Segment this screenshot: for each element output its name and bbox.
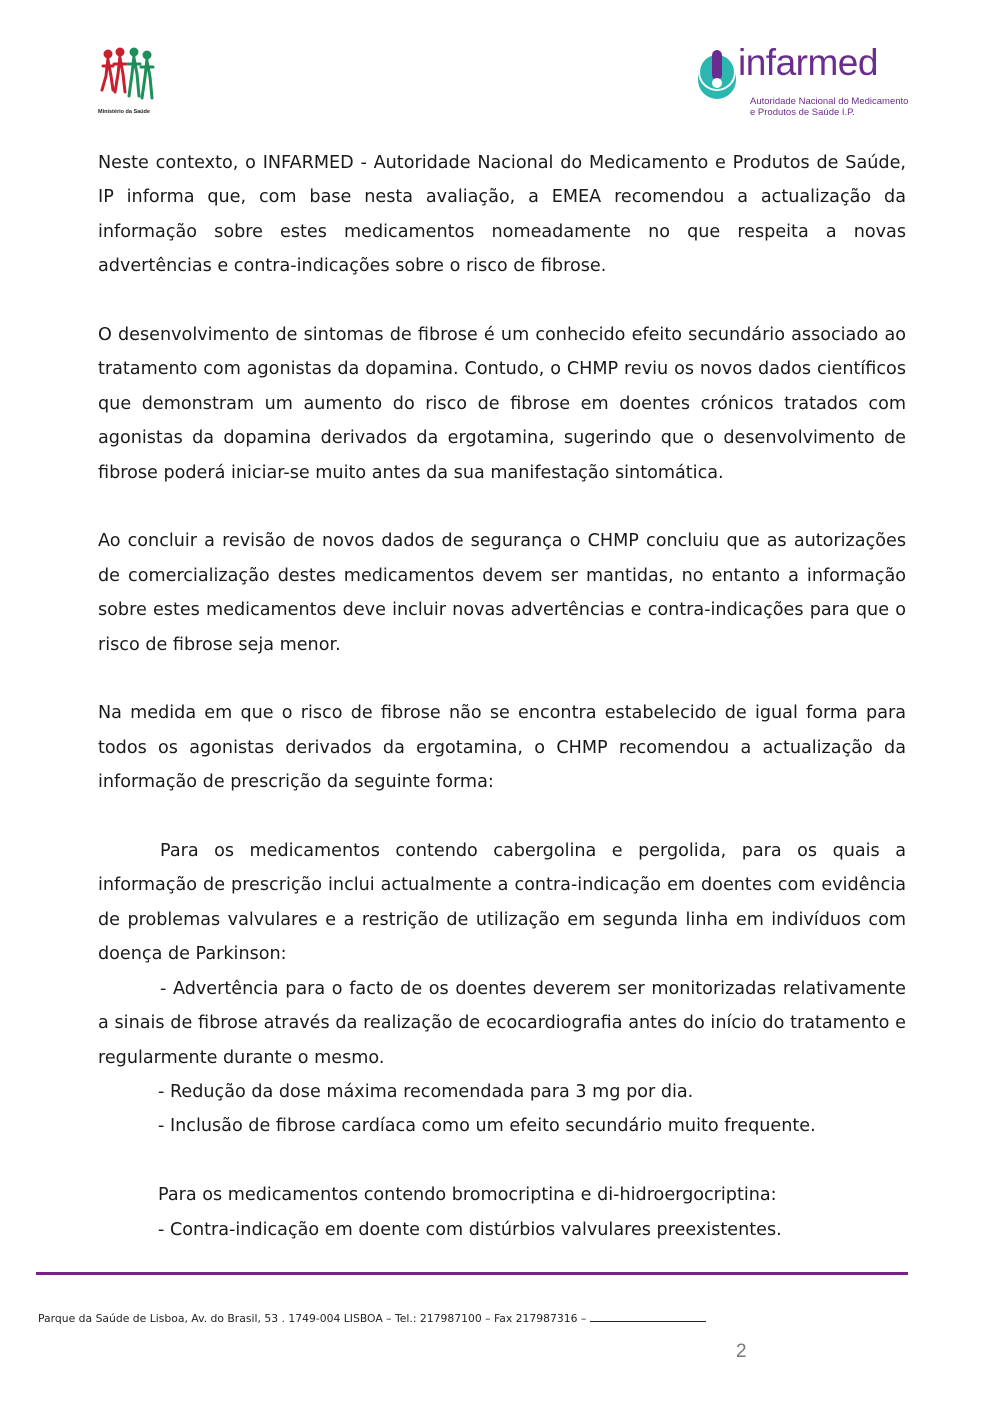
paragraph-fibrosis-symptoms: O desenvolvimento de sintomas de fibrose é um conhecido efeito secundário associado ao tratamento com agonistas da dopamina. Contudo, o CHMP reviu os novos dados científicos que demonstram um aumento do risco de fibrose em doentes crónicos tratados com agonistas da dopamina derivados da ergotamina, sugerindo que o desenvolvimento de fibrose poderá iniciar-se muito antes da sua manifestação sintomática. [98, 325, 906, 483]
footer-address [38, 1311, 706, 1325]
infarmed-logo [696, 42, 909, 120]
infarmed-logo-tagline-1: Autoridade Nacional do Medicamento [750, 96, 909, 107]
bullet-cardiac-fibrosis: - Inclusão de fibrose cardíaca como um efeito secundário muito frequente. [158, 1116, 816, 1137]
footer-blank-line [590, 1311, 706, 1322]
paragraph-cabergoline-pergolide: Para os medicamentos contendo cabergolina e pergolida, para os quais a informação de prescrição inclui actualmente a contra-indicação em doentes com evidência de problemas valvulares e a restrição de utilização em segunda linha em indivíduos com doença de Parkinson: [98, 841, 906, 965]
paragraph-context: Neste contexto, o INFARMED - Autoridade Nacional do Medicamento e Produtos de Saúde, IP informa que, com base nesta avaliação, a EMEA recomendou a actualização da informação sobre estes medicamentos nomeadamente no que respeita a novas advertências e contra-indicações sobre o risco de fibrose. [98, 153, 906, 277]
footer-divider [36, 1272, 908, 1275]
footer-address-text: Parque da Saúde de Lisboa, Av. do Brasil, 53 . 1749-004 LISBOA – Tel.: 217987100 – Fax 217987316 – [38, 1312, 590, 1325]
paragraph-bromocriptine: Para os medicamentos contendo bromocriptina e di-hidroergocriptina: [158, 1185, 777, 1206]
paragraph-prescribing-update: Na medida em que o risco de fibrose não se encontra estabelecido de igual forma para todos os agonistas derivados da ergotamina, o CHMP recomendou a actualização da informação de prescrição da seguinte forma: [98, 703, 906, 793]
ministry-figures-icon [98, 46, 160, 108]
document-body [98, 146, 906, 1247]
bullet-dose-reduction: - Redução da dose máxima recomendada para 3 mg por dia. [158, 1081, 694, 1102]
ministry-logo-caption: Ministério da Saúde [98, 109, 150, 115]
ministry-of-health-logo [98, 46, 160, 120]
infarmed-logo-tagline-2: e Produtos de Saúde I.P. [750, 107, 855, 118]
infarmed-symbol-icon [696, 50, 740, 102]
bullet-contraindication: - Contra-indicação em doente com distúrbios valvulares preexistentes. [158, 1219, 782, 1240]
paragraph-chmp-conclusion: Ao concluir a revisão de novos dados de segurança o CHMP concluiu que as autorizações de comercialização destes medicamentos devem ser mantidas, no entanto a informação sobre estes medicamentos deve incluir novas advertências e contra-indicações para que o risco de fibrose seja menor. [98, 531, 906, 655]
paragraph-monitoring-warning: - Advertência para o facto de os doentes deverem ser monitorizadas relativamente a sinais de fibrose através da realização de ecocardiografia antes do início do tratamento e regularmente durante o mesmo. [98, 978, 906, 1068]
infarmed-logo-wordmark: infarmed [738, 42, 878, 83]
page-number: 2 [736, 1341, 747, 1362]
